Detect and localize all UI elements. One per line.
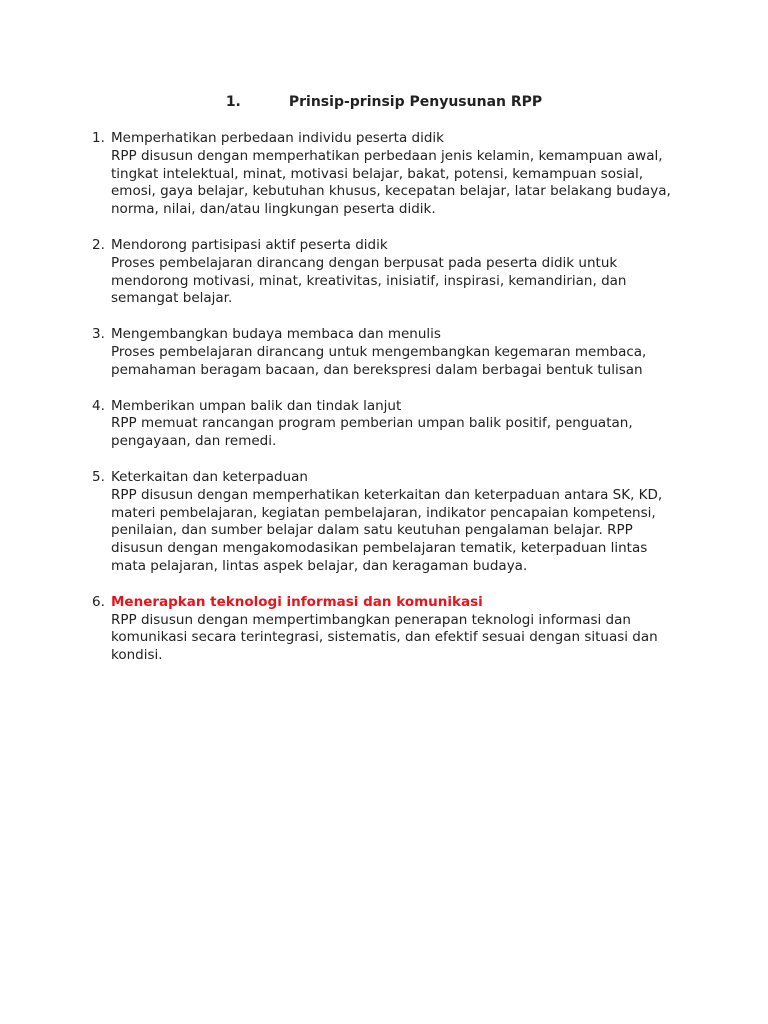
principles-list bbox=[92, 130, 672, 683]
list-item bbox=[92, 469, 672, 576]
item-heading: Memberikan umpan balik dan tindak lanjut bbox=[111, 397, 402, 414]
item-heading: Keterkaitan dan keterpaduan bbox=[111, 468, 308, 485]
item-heading-highlighted: Menerapkan teknologi informasi dan komunikasi bbox=[111, 593, 483, 610]
list-item bbox=[92, 130, 672, 219]
item-heading: Mengembangkan budaya membaca dan menulis bbox=[111, 326, 441, 343]
item-body: Proses pembelajaran dirancang untuk mengembangkan kegemaran membaca, pemahaman beragam bacaan, dan berekspresi dalam berbagai bentuk tulisan bbox=[111, 343, 647, 378]
title-number: 1. bbox=[225, 94, 241, 110]
item-body: RPP memuat rancangan program pemberian umpan balik positif, penguatan, pengayaan, dan remedi. bbox=[111, 415, 633, 450]
list-item bbox=[92, 594, 672, 665]
document-title bbox=[0, 92, 768, 112]
item-body: RPP disusun dengan mempertimbangkan penerapan teknologi informasi dan komunikasi secara terintegrasi, sistematis, dan efektif sesuai dengan situasi dan kondisi. bbox=[111, 611, 658, 664]
item-body: RPP disusun dengan memperhatikan keterkaitan dan keterpaduan antara SK, KD, materi pembelajaran, kegiatan pembelajaran, indikator pencapaian kompetensi, penilaian, dan sumber belajar dalam satu keutuhan pengalaman belajar. RPP disusun dengan mengakomodasikan pembelajaran tematik, keterpaduan lintas mata pelajaran, lintas aspek belajar, dan keragaman budaya. bbox=[111, 486, 663, 574]
item-number: 4. bbox=[92, 397, 105, 414]
item-number: 5. bbox=[92, 468, 105, 485]
item-heading: Memperhatikan perbedaan individu peserta didik bbox=[111, 130, 444, 146]
item-number: 3. bbox=[92, 326, 105, 343]
list-item bbox=[92, 237, 672, 308]
item-number: 1. bbox=[92, 130, 105, 146]
item-number: 6. bbox=[92, 593, 105, 610]
item-body: Proses pembelajaran dirancang dengan berpusat pada peserta didik untuk mendorong motivasi, minat, kreativitas, inisiatif, inspirasi, kemandirian, dan semangat belajar. bbox=[111, 254, 627, 307]
title-text: Prinsip-prinsip Penyusunan RPP bbox=[288, 94, 543, 110]
item-number: 2. bbox=[92, 236, 105, 253]
item-body: RPP disusun dengan memperhatikan perbedaan jenis kelamin, kemampuan awal, tingkat intelektual, minat, motivasi belajar, bakat, potensi, kemampuan sosial, emosi, gaya belajar, kebutuhan khusus, kecepatan belajar, latar belakang budaya, norma, nilai, dan/atau lingkungan peserta didik. bbox=[111, 147, 671, 218]
list-item bbox=[92, 326, 672, 379]
item-heading: Mendorong partisipasi aktif peserta didik bbox=[111, 236, 388, 253]
list-item bbox=[92, 398, 672, 451]
